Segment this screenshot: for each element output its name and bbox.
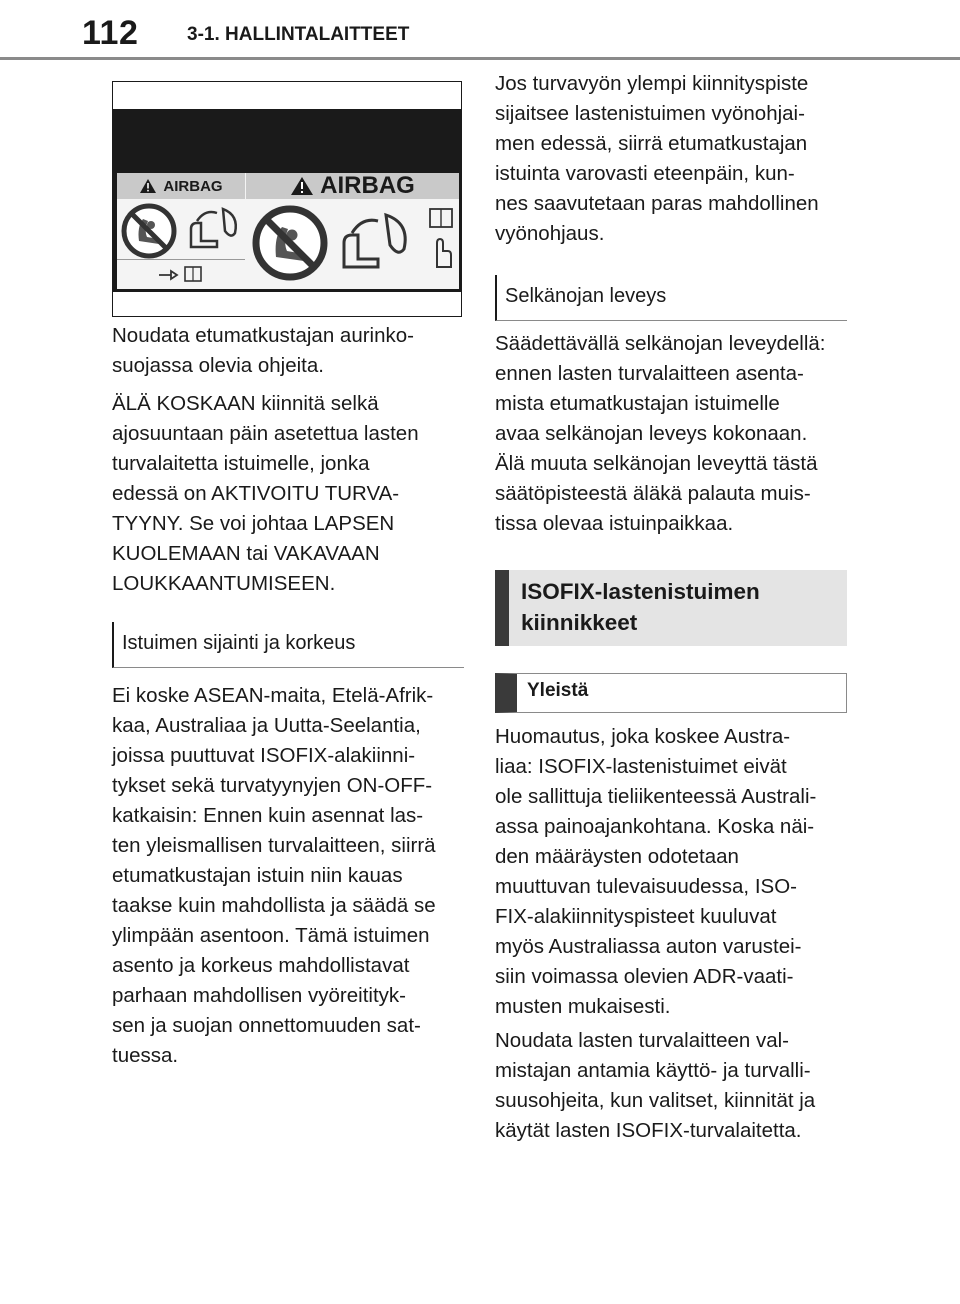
paragraph-australia-note: Huomautus, joka koskee Austra- liaa: ISOFIX-lastenistuimet eivät ole sallittuja tieliikenteessä Australi- assa painoajankohtana. Koska näi- den määräysten odotetaan muuttuvan tulevaisuudessa, ISO- FIX-alakiinnityspisteet kuuluvat myös Australiassa auton varustei- siin voimassa olevien ADR-vaati- musten mukaisesti.	[495, 725, 817, 1018]
paragraph-belt-guide: Jos turvavyön ylempi kiinnityspiste sijaitsee lastenistuimen vyönohjai- men edessä, siirrä etumatkustajan istuinta varovasti eteenpäin, kun- nes saavutetaan paras mahdollinen vyönohjaus.	[495, 72, 819, 245]
warning-triangle-icon	[139, 178, 157, 194]
no-rear-facing-child-seat-icon	[252, 205, 328, 281]
paragraph-backrest-width: Säädettävällä selkänojan leveydellä: ennen lasten turvalaitteen asenta- mista etumatkustajan istuimelle avaa selkänojan leveys kokonaan. Älä muuta selkänojan leveyttä tästä säätöpisteestä äläkä palauta muis- tissa olevaa istuinpaikkaa.	[495, 332, 826, 535]
airbag-deploy-seat-icon	[183, 203, 243, 253]
warning-triangle-icon	[290, 176, 314, 196]
subheading-general: Yleistä	[495, 673, 847, 713]
airbag-label-text-large: AIRBAG	[320, 172, 415, 199]
subheading-seat-position: Istuimen sijainti ja korkeus	[112, 622, 464, 668]
manual-reference-icon	[157, 265, 205, 283]
page-number: 112	[82, 14, 139, 52]
manual-reference-icon	[428, 207, 454, 273]
paragraph-isofix-instructions: Noudata lasten turvalaitteen val- mistajan antamia käyttö- ja turvalli- suusohjeita, kun valitset, kiinnität ja käytät lasten ISOFIX-turvalaitetta.	[495, 1029, 816, 1142]
section-title: 3-1. HALLINTALAITTEET	[187, 24, 410, 45]
airbag-label-text-small: AIRBAG	[163, 177, 223, 195]
section-heading-isofix: ISOFIX-lastenistuimen kiinnikkeet	[495, 570, 847, 646]
no-rear-facing-child-seat-icon	[121, 203, 177, 259]
header-rule	[0, 57, 960, 60]
subheading-backrest-width: Selkänojan leveys	[495, 275, 847, 321]
paragraph-sun-visor-instructions: Noudata etumatkustajan aurinko- suojassa olevia ohjeita.	[112, 324, 414, 377]
airbag-label-figure	[112, 81, 462, 317]
paragraph-seat-position: Ei koske ASEAN-maita, Etelä-Afrik- kaa, Australiaa ja Uutta-Seelantia, joissa puuttuvat ISOFIX-alakiinni- tykset sekä turvatyynyjen ON-OFF- katkaisin: Ennen kuin asennat las- ten yleismallisen turvalaitteen, siirrä etumatkustajan istuin niin kauas taakse kuin mahdollista ja säädä se ylimpään asentoon. Tämä istuimen asento ja korkeus mahdollistavat parhaan mahdollisen vyöreitityk- sen ja suojan onnettomuuden sat- tuessa.	[112, 684, 436, 1067]
airbag-warning-label-large	[246, 173, 459, 289]
sun-visor-illustration	[113, 109, 461, 292]
airbag-deploy-seat-icon	[334, 209, 414, 273]
page-header	[0, 0, 960, 64]
paragraph-warning-airbag: ÄLÄ KOSKAAN kiinnitä selkä ajosuuntaan päin asetettua lasten turvalaitetta istuimelle, jonka edessä on AKTIVOITU TURVA- TYYNY. Se voi johtaa LAPSEN KUOLEMAAN tai VAKAVAAN LOUKKAANTUMISEEN.	[112, 392, 419, 595]
